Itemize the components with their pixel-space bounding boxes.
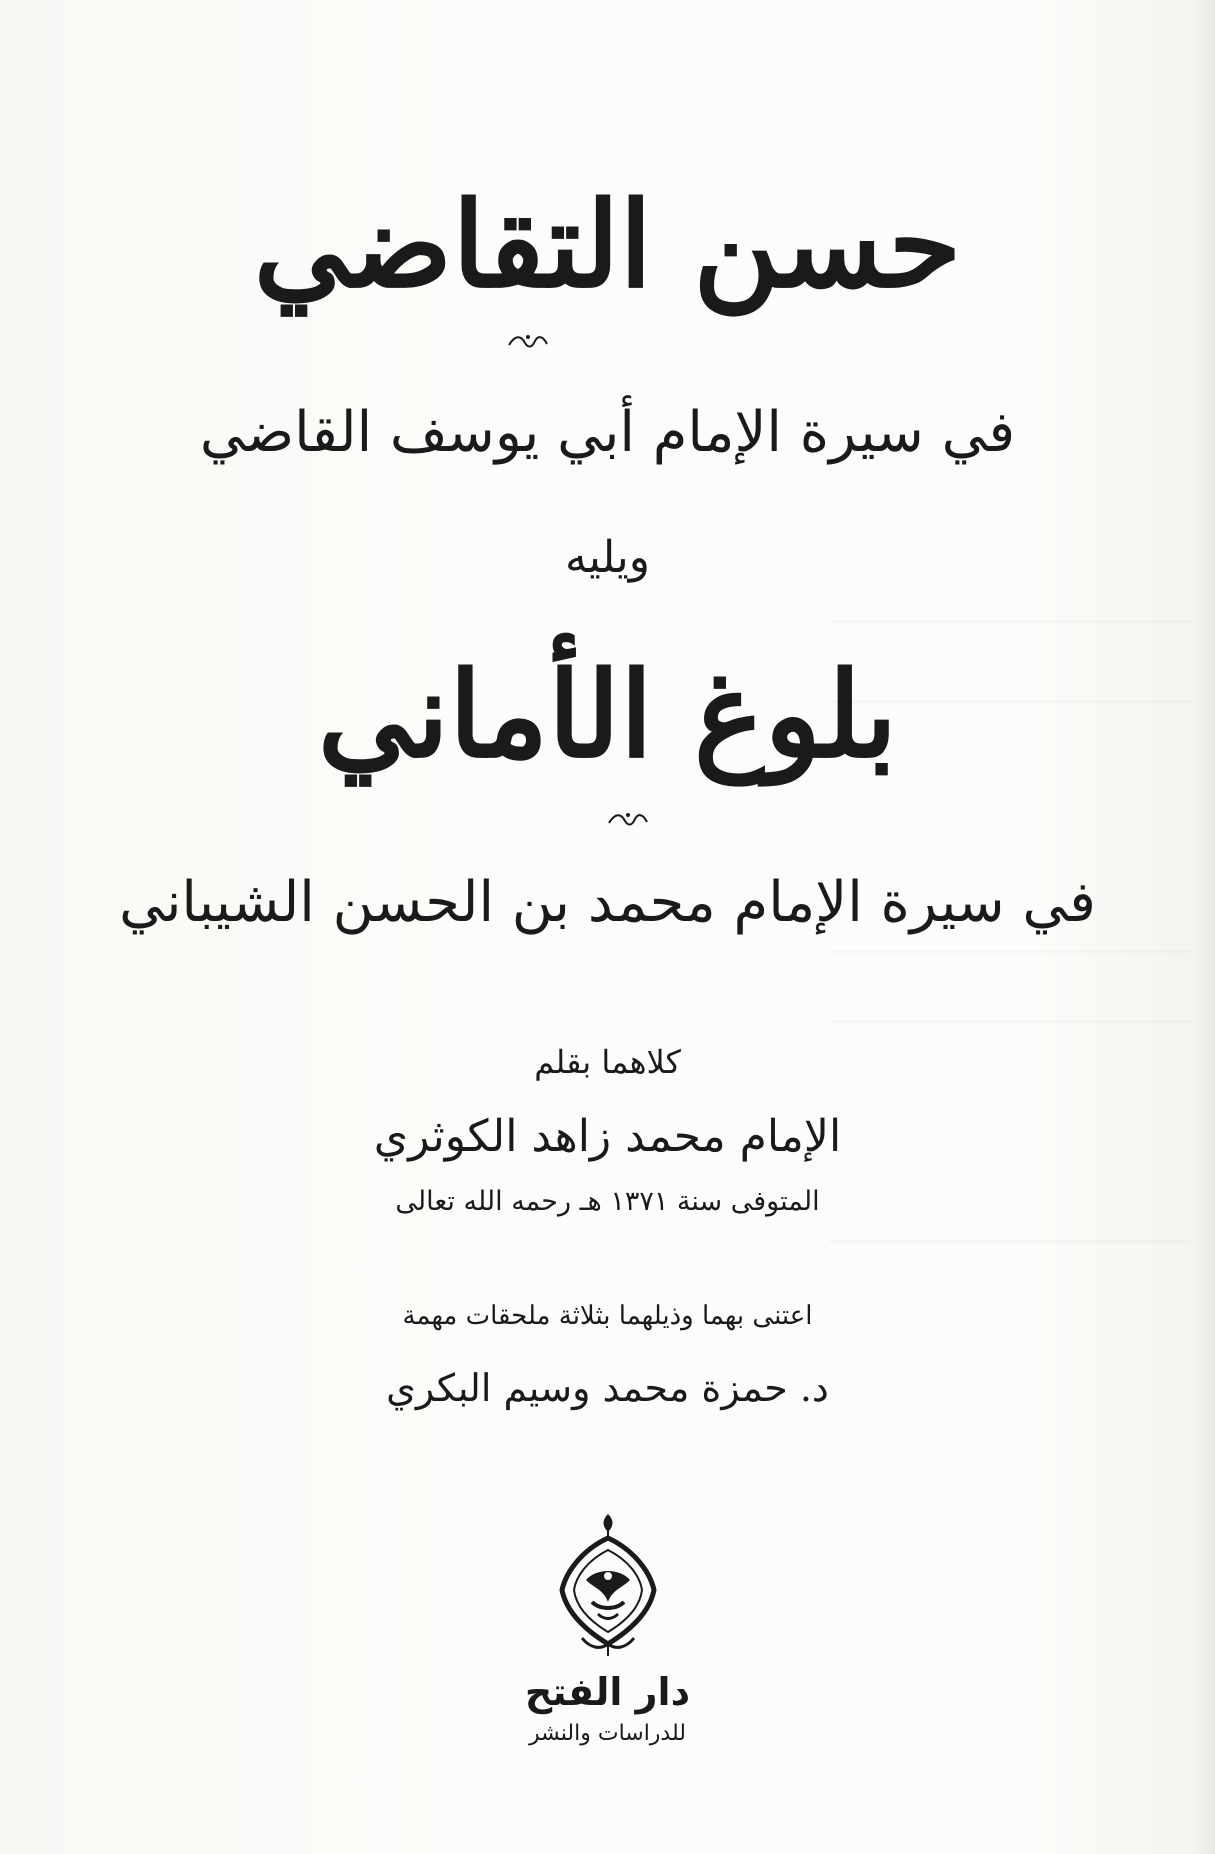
editor-name: د. حمزة محمد وسيم البكري: [386, 1366, 829, 1410]
calligraphic-ornament-icon: [605, 808, 651, 830]
followed-by-label: ويليه: [565, 532, 650, 583]
author-name: الإمام محمد زاهد الكوثري: [373, 1111, 842, 1162]
bleed-through-line: [830, 620, 1190, 623]
author-death-note: المتوفى سنة ١٣٧١ هـ رحمه الله تعالى: [395, 1186, 820, 1217]
dar-al-fath-emblem-icon: [552, 1510, 664, 1660]
book-subtitle-primary: في سيرة الإمام أبي يوسف القاضي: [199, 400, 1016, 465]
publisher-name: دار الفتح: [524, 1670, 691, 1714]
book-title-secondary: بلوغ الأماني: [317, 645, 898, 784]
bleed-through-line: [830, 950, 1190, 953]
bleed-through-line: [830, 1240, 1190, 1243]
editorial-note: اعتنى بهما وذيلهما بثلاثة ملحقات مهمة: [402, 1301, 813, 1331]
publisher-tagline: للدراسات والنشر: [529, 1721, 686, 1746]
bleed-through-line: [830, 1020, 1190, 1023]
calligraphic-ornament-icon: [505, 330, 551, 352]
authorship-label: كلاهما بقلم: [534, 1043, 681, 1081]
book-title-primary: حسن التقاضي: [253, 175, 962, 314]
book-subtitle-secondary: في سيرة الإمام محمد بن الحسن الشيباني: [119, 870, 1096, 935]
